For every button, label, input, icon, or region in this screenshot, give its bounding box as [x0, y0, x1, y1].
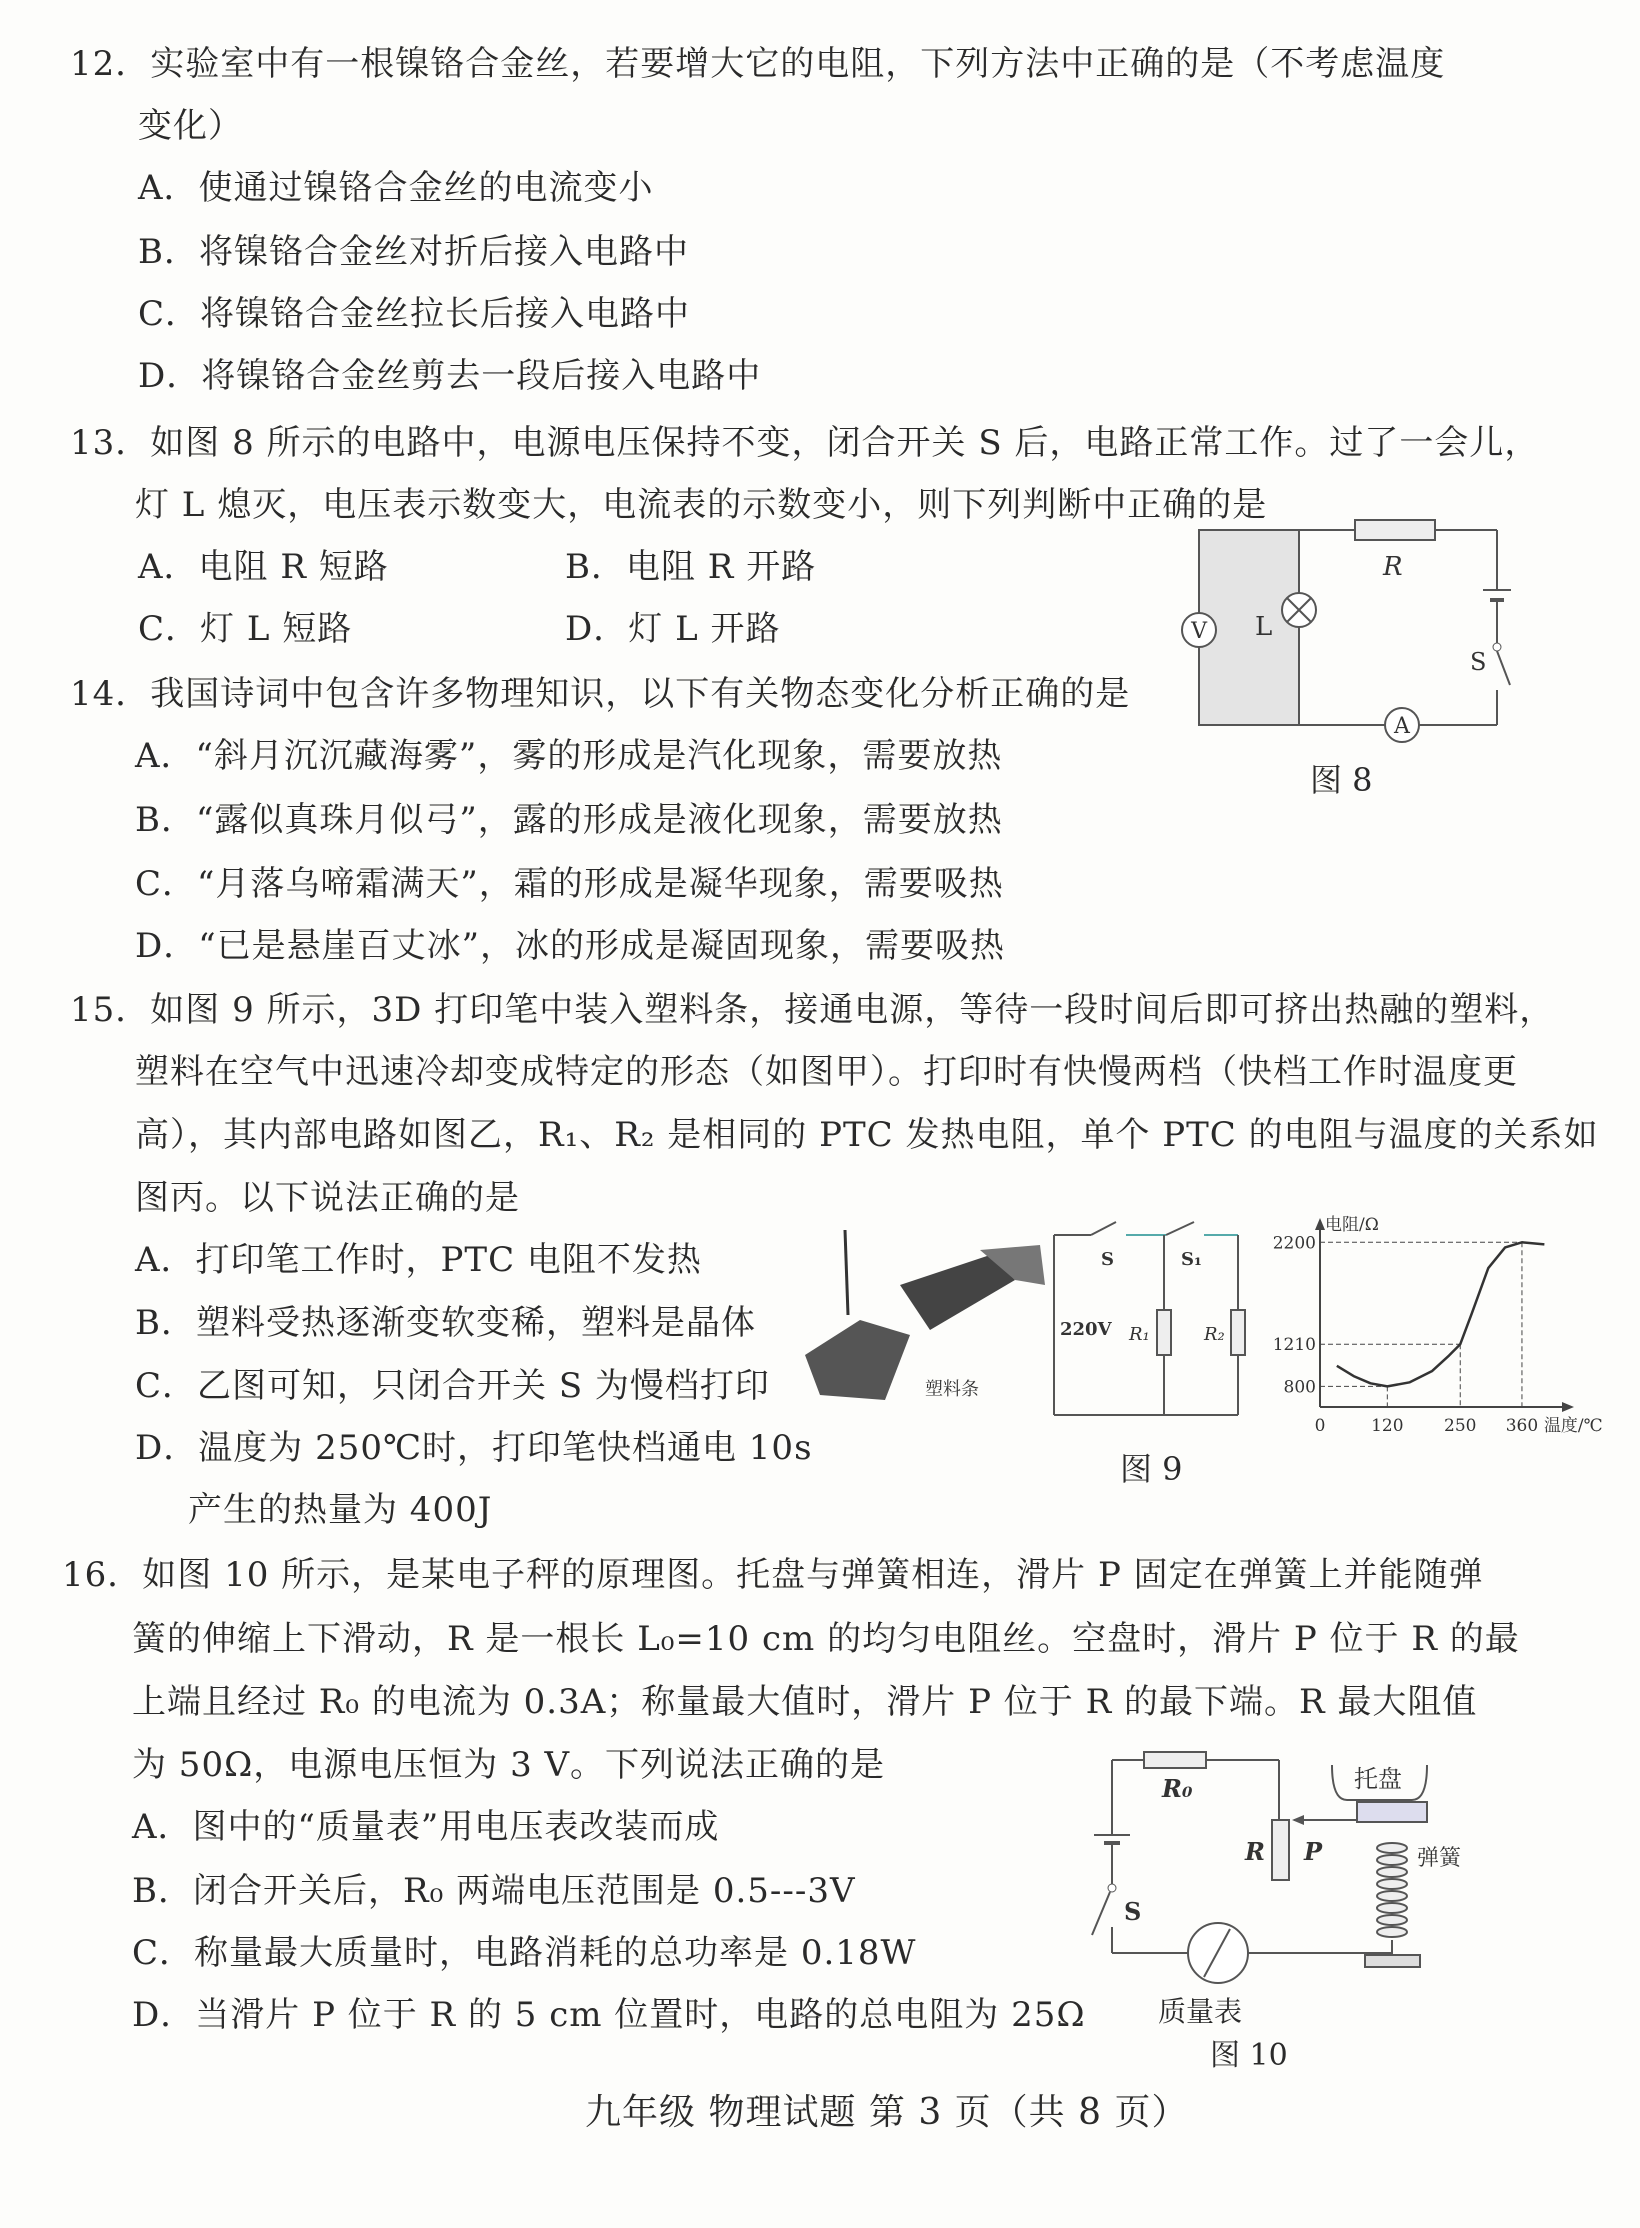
svg-text:V: V: [1191, 619, 1207, 644]
y-tick-label: 1210: [1272, 1335, 1316, 1356]
svg-text:R₁: R₁: [1129, 1324, 1150, 1345]
q13-option-a: A．电阻 R 短路: [138, 547, 389, 587]
printing-pen-icon: [900, 1255, 1015, 1330]
q13-stem: 灯 L 熄灭，电压表示数变大，电流表的示数变小，则下列判断中正确的是: [135, 485, 1268, 525]
y-axis-label: 电阻/Ω: [1325, 1215, 1379, 1235]
q16-stem: 簧的伸缩上下滑动，R 是一根长 L₀=10 cm 的均匀电阻丝。空盘时，滑片 P 位于 R 的最: [132, 1619, 1520, 1659]
figure-8-circuit: [1191, 525, 1515, 739]
q12-option-a: A．使通过镍铬合金丝的电流变小: [138, 168, 654, 208]
svg-text:S₁: S₁: [1181, 1249, 1202, 1270]
q12-option-c: C．将镍铬合金丝拉长后接入电路中: [138, 294, 691, 334]
figure-10-caption: 图 10: [1210, 2038, 1288, 2073]
y-tick-label: 800: [1283, 1377, 1316, 1398]
svg-text:托盘: 托盘: [1354, 1765, 1402, 1793]
q13-option-c: C．灯 L 短路: [138, 609, 353, 649]
figure-10-circuit: [1082, 1735, 1462, 1990]
svg-text:P: P: [1304, 1837, 1323, 1866]
q15-option-d-cont: 产生的热量为 400J: [188, 1490, 493, 1530]
q16-option-c: C．称量最大质量时，电路消耗的总功率是 0.18W: [132, 1933, 917, 1973]
figure-9-photo: [800, 1225, 1045, 1405]
figure-9-ptc-chart: [1260, 1212, 1603, 1442]
q13-stem: 13．如图 8 所示的电路中，电源电压保持不变，闭合开关 S 后，电路正常工作。过了一会儿，: [70, 423, 1540, 463]
q16-stem: 16．如图 10 所示，是某电子秤的原理图。托盘与弹簧相连，滑片 P 固定在弹簧上并能随弹: [62, 1555, 1484, 1595]
q12-option-b: B．将镍铬合金丝对折后接入电路中: [138, 232, 689, 272]
x-tick-label: 0: [1314, 1416, 1326, 1436]
q14-stem: 14．我国诗词中包含许多物理知识，以下有关物态变化分析正确的是: [70, 674, 1131, 714]
svg-text:R₀: R₀: [1162, 1774, 1193, 1803]
q14-option-b: B．“露似真珠月似弓”，露的形成是液化现象，需要放热: [135, 800, 1003, 840]
svg-text:A: A: [1394, 714, 1410, 739]
q16-stem: 上端且经过 R₀ 的电流为 0.3A；称量最大值时，滑片 P 位于 R 的最下端。R 最大阻值: [132, 1682, 1478, 1722]
svg-text:S: S: [1124, 1897, 1142, 1926]
spring-icon: [1377, 1843, 1407, 1937]
q15-option-a: A．打印笔工作时，PTC 电阻不发热: [135, 1240, 702, 1280]
q16-stem: 为 50Ω，电源电压恒为 3 V。下列说法正确的是: [132, 1745, 886, 1785]
q16-option-a: A．图中的“质量表”用电压表改装而成: [132, 1807, 720, 1847]
q15-option-b: B．塑料受热逐渐变软变稀，塑料是晶体: [135, 1303, 756, 1343]
svg-text:弹簧: 弹簧: [1417, 1846, 1462, 1871]
q13-option-d: D．灯 L 开路: [565, 609, 781, 649]
svg-text:R: R: [1383, 552, 1403, 582]
q12-stem: 12．实验室中有一根镍铬合金丝，若要增大它的电阻，下列方法中正确的是（不考虑温度: [70, 44, 1446, 84]
figure-9-circuit: [1046, 1220, 1261, 1420]
svg-text:R: R: [1245, 1837, 1265, 1866]
resistance-curve: [1337, 1242, 1545, 1386]
svg-text:L: L: [1255, 612, 1273, 642]
resistor-r: [1355, 520, 1435, 540]
svg-text:220V: 220V: [1060, 1319, 1112, 1340]
q15-option-d: D．温度为 250℃时，打印笔快档通电 10s: [135, 1428, 813, 1468]
x-tick-label: 360: [1505, 1416, 1539, 1436]
q16-option-d: D．当滑片 P 位于 R 的 5 cm 位置时，电路的总电阻为 25Ω: [132, 1995, 1086, 2035]
svg-text:S: S: [1470, 648, 1487, 676]
q15-stem: 图丙。以下说法正确的是: [135, 1178, 520, 1218]
q14-option-a: A．“斜月沉沉藏海雾”，雾的形成是汽化现象，需要放热: [135, 736, 1003, 776]
x-tick-label: 120: [1371, 1416, 1404, 1436]
y-axis-arrow: [1315, 1218, 1325, 1230]
svg-text:S: S: [1101, 1249, 1114, 1270]
figure-8-caption: 图 8: [1310, 761, 1373, 799]
page-footer: 九年级 物理试题 第 3 页（共 8 页）: [585, 2092, 1189, 2133]
q15-option-c: C．乙图可知，只闭合开关 S 为慢档打印: [135, 1366, 770, 1406]
q15-stem: 高），其内部电路如图乙，R₁、R₂ 是相同的 PTC 发热电阻，单个 PTC 的电阻与温度的关系如: [135, 1115, 1599, 1155]
q15-stem: 塑料在空气中迅速冷却变成特定的形态（如图甲）。打印时有快慢两档（快档工作时温度更: [135, 1052, 1518, 1092]
x-axis-arrow: [1562, 1402, 1574, 1412]
svg-text:塑料条: 塑料条: [925, 1379, 979, 1400]
figure-9-caption: 图 9: [1120, 1450, 1183, 1488]
x-tick-label: 250: [1444, 1416, 1477, 1436]
svg-text:R₂: R₂: [1204, 1324, 1225, 1345]
q12-option-d: D．将镍铬合金丝剪去一段后接入电路中: [138, 356, 762, 396]
q16-option-b: B．闭合开关后，R₀ 两端电压范围是 0.5---3V: [132, 1871, 856, 1911]
q14-option-c: C．“月落乌啼霜满天”，霜的形成是凝华现象，需要吸热: [135, 864, 1004, 904]
y-tick-label: 2200: [1272, 1233, 1316, 1254]
mass-meter-label: 质量表: [1158, 1995, 1243, 2028]
q14-option-d: D．“已是悬崖百丈冰”，冰的形成是凝固现象，需要吸热: [135, 926, 1006, 966]
x-axis-label: 温度/℃: [1543, 1416, 1603, 1436]
q15-stem: 15．如图 9 所示，3D 打印笔中装入塑料条，接通电源，等待一段时间后即可挤出热融的塑料，: [70, 990, 1555, 1030]
q13-option-b: B．电阻 R 开路: [565, 547, 817, 587]
q12-stem: 变化）: [138, 106, 243, 146]
